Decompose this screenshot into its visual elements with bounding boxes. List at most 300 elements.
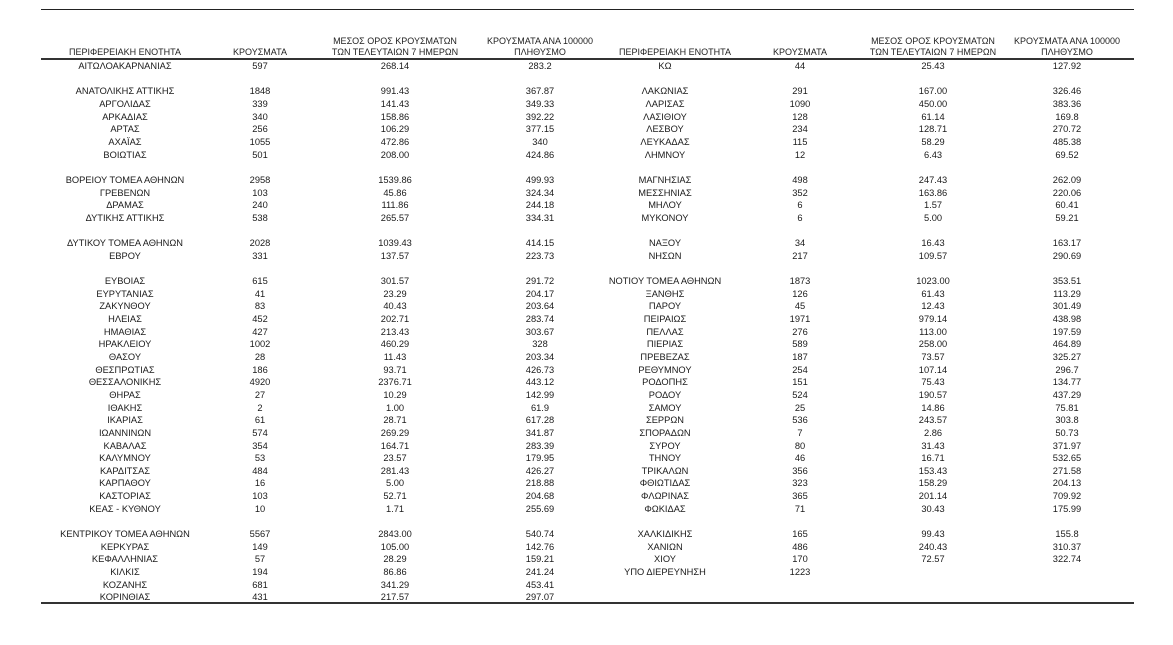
left-row-avg7: 472.86 xyxy=(380,136,410,147)
right-header-region: ΠΕΡΙΦΕΡΕΙΑΚΗ ΕΝΟΤΗΤΑ xyxy=(618,47,732,57)
right-row-region: ΠΡΕΒΕΖΑΣ xyxy=(640,351,690,362)
right-row-region: ΦΛΩΡΙΝΑΣ xyxy=(640,491,690,502)
left-row-avg7: 106.29 xyxy=(380,124,410,135)
left-row-cases: 1848 xyxy=(249,86,271,97)
left-row-per100k: 334.31 xyxy=(525,212,555,223)
right-row-avg7: 2.86 xyxy=(923,427,943,438)
right-row-avg7: 167.00 xyxy=(918,86,948,97)
right-header-avg7-line2: ΤΩΝ ΤΕΛΕΥΤΑΙΩΝ 7 ΗΜΕΡΩΝ xyxy=(869,47,997,57)
left-row-region: ΚΑΒΑΛΑΣ xyxy=(103,440,147,451)
right-row-cases: 365 xyxy=(792,491,808,502)
right-row-region: ΡΟΔΟΠΗΣ xyxy=(642,377,688,388)
left-row-avg7: 1.00 xyxy=(385,402,405,413)
right-row-per100k: 709.92 xyxy=(1052,491,1082,502)
right-row-cases: 71 xyxy=(794,503,806,514)
left-row-avg7: 45.86 xyxy=(383,187,407,198)
right-row-per100k: 75.81 xyxy=(1055,402,1079,413)
right-row-per100k: 322.74 xyxy=(1052,554,1082,565)
left-row-region: ΗΛΕΙΑΣ xyxy=(108,314,142,324)
left-row-avg7: 1.71 xyxy=(385,503,405,514)
left-row-cases: 2958 xyxy=(249,174,271,185)
left-row-per100k: 424.86 xyxy=(525,149,555,160)
left-row-region: ΑΙΤΩΛΟΑΚΑΡΝΑΝΙΑΣ xyxy=(78,61,172,71)
right-row-cases: 165 xyxy=(792,529,808,540)
right-row-cases: 46 xyxy=(794,453,806,464)
left-row-per100k: 426.73 xyxy=(525,364,555,375)
left-row-avg7: 2843.00 xyxy=(378,529,412,540)
right-row-region: ΛΑΚΩΝΙΑΣ xyxy=(641,86,689,97)
right-row-per100k: 155.8 xyxy=(1055,529,1079,540)
left-row-per100k: 328 xyxy=(532,339,548,350)
left-row-per100k: 204.68 xyxy=(525,491,555,502)
right-row-region: ΝΑΞΟΥ xyxy=(648,238,682,249)
left-header-per100k-line1: ΚΡΟΥΣΜΑΤΑ ΑΝΑ 100000 xyxy=(487,36,593,46)
left-row-avg7: 23.29 xyxy=(383,288,407,299)
left-row-cases: 501 xyxy=(252,149,268,160)
right-row-per100k: 169.8 xyxy=(1055,111,1079,122)
right-row-cases: 291 xyxy=(792,86,808,97)
left-row-cases: 41 xyxy=(254,288,266,299)
left-row-per100k: 223.73 xyxy=(525,250,555,261)
left-row-cases: 103 xyxy=(252,187,268,198)
left-row-region: ΘΗΡΑΣ xyxy=(109,389,141,400)
right-row-avg7: 25.43 xyxy=(921,61,945,71)
left-row-per100k: 291.72 xyxy=(525,276,555,287)
left-row-region: ΗΜΑΘΙΑΣ xyxy=(103,326,147,337)
right-header-avg7-line1: ΜΕΣΟΣ ΟΡΟΣ ΚΡΟΥΣΜΑΤΩΝ xyxy=(871,36,995,46)
left-row-avg7: 341.29 xyxy=(380,579,410,590)
right-row-region: ΛΗΜΝΟΥ xyxy=(644,149,686,160)
right-row-avg7: 16.43 xyxy=(921,238,945,249)
right-row-avg7: 31.43 xyxy=(921,440,945,451)
right-row-per100k: 464.89 xyxy=(1052,339,1082,350)
left-row-region: ΚΕΑΣ - ΚΥΘΝΟΥ xyxy=(89,503,161,514)
right-row-region: ΚΩ xyxy=(658,61,672,71)
right-row-per100k: 113.29 xyxy=(1053,288,1081,299)
left-header-cases: ΚΡΟΥΣΜΑΤΑ xyxy=(233,47,287,57)
left-row-region: ΗΡΑΚΛΕΙΟΥ xyxy=(98,339,152,350)
left-row-avg7: 213.43 xyxy=(380,326,410,337)
right-row-avg7: 240.43 xyxy=(918,541,948,552)
left-row-region: ΕΒΡΟΥ xyxy=(109,250,141,261)
right-row-avg7: 12.43 xyxy=(921,301,945,312)
left-row-cases: 16 xyxy=(254,478,266,489)
left-row-region: ΑΝΑΤΟΛΙΚΗΣ ΑΤΤΙΚΗΣ xyxy=(75,86,175,97)
left-row-per100k: 297.07 xyxy=(525,592,555,603)
right-row-cases: 151 xyxy=(792,377,808,388)
right-row-cases: 80 xyxy=(794,440,806,451)
right-row-cases: 187 xyxy=(792,351,808,362)
right-row-avg7: 190.57 xyxy=(918,389,948,400)
right-header-cases: ΚΡΟΥΣΜΑΤΑ xyxy=(773,47,827,57)
right-row-per100k: 59.21 xyxy=(1055,212,1079,223)
right-row-region: ΛΑΣΙΘΙΟΥ xyxy=(643,111,687,122)
right-row-region: ΤΗΝΟΥ xyxy=(648,453,682,464)
left-row-avg7: 5.00 xyxy=(385,478,405,489)
left-row-cases: 2 xyxy=(257,402,263,413)
left-row-per100k: 283.39 xyxy=(525,440,555,451)
right-row-cases: 170 xyxy=(792,554,808,565)
right-row-per100k: 220.06 xyxy=(1052,187,1082,198)
right-row-cases: 45 xyxy=(794,301,806,312)
right-row-region: ΠΙΕΡΙΑΣ xyxy=(646,339,684,350)
left-row-avg7: 52.71 xyxy=(383,491,407,502)
left-row-per100k: 255.69 xyxy=(525,503,555,514)
left-row-avg7: 23.57 xyxy=(383,453,407,464)
left-row-per100k: 453.41 xyxy=(525,579,555,590)
right-row-cases: 352 xyxy=(792,187,808,198)
right-row-region: ΜΥΚΟΝΟΥ xyxy=(641,212,689,223)
right-row-region: ΡΕΘΥΜΝΟΥ xyxy=(638,364,692,375)
left-row-per100k: 349.33 xyxy=(525,98,555,109)
left-header-region: ΠΕΡΙΦΕΡΕΙΑΚΗ ΕΝΟΤΗΤΑ xyxy=(68,47,182,57)
right-row-region: ΡΟΔΟΥ xyxy=(648,389,682,400)
left-row-avg7: 141.43 xyxy=(380,98,410,109)
left-row-region: ΚΙΛΚΙΣ xyxy=(110,567,140,577)
left-row-per100k: 443.12 xyxy=(525,377,555,388)
left-row-per100k: 426.27 xyxy=(525,465,555,476)
left-row-cases: 61 xyxy=(254,415,266,426)
left-row-avg7: 86.86 xyxy=(383,567,407,577)
left-row-region: ΘΑΣΟΥ xyxy=(108,351,142,362)
right-row-per100k: 485.38 xyxy=(1052,136,1082,147)
left-row-region: ΘΕΣΠΡΩΤΙΑΣ xyxy=(95,364,155,375)
left-row-cases: 194 xyxy=(252,567,268,577)
left-row-per100k: 142.99 xyxy=(525,389,555,400)
left-row-avg7: 202.71 xyxy=(380,314,410,324)
left-row-avg7: 10.29 xyxy=(383,389,407,400)
right-row-avg7: 158.29 xyxy=(918,478,948,489)
left-row-per100k: 540.74 xyxy=(525,529,555,540)
left-row-cases: 28 xyxy=(254,351,266,362)
right-row-cases: 217 xyxy=(792,250,808,261)
right-row-region: ΦΩΚΙΔΑΣ xyxy=(644,503,686,514)
left-row-region: ΑΡΤΑΣ xyxy=(110,124,140,135)
left-row-cases: 681 xyxy=(252,579,268,590)
right-row-avg7: 1023.00 xyxy=(916,276,950,287)
right-row-cases: 486 xyxy=(792,541,808,552)
left-row-region: ΚΑΡΠΑΘΟΥ xyxy=(99,478,151,489)
right-row-cases: 126 xyxy=(792,288,808,299)
right-row-region: ΣΑΜΟΥ xyxy=(648,402,682,413)
left-row-cases: 149 xyxy=(252,541,268,552)
right-row-per100k: 353.51 xyxy=(1052,276,1082,287)
right-row-per100k: 371.97 xyxy=(1052,440,1082,451)
left-row-per100k: 61.9 xyxy=(530,402,550,413)
right-row-region: ΜΕΣΣΗΝΙΑΣ xyxy=(638,187,692,198)
left-row-cases: 615 xyxy=(252,276,268,287)
left-row-region: ΔΥΤΙΚΟΥ ΤΟΜΕΑ ΑΘΗΝΩΝ xyxy=(66,238,184,249)
right-row-cases: 1971 xyxy=(789,314,811,324)
right-row-region: ΛΕΣΒΟΥ xyxy=(646,124,684,135)
right-header-per100k xyxy=(987,36,1147,58)
right-row-per100k: 325.27 xyxy=(1052,351,1082,362)
right-row-avg7: 61.14 xyxy=(921,111,945,122)
right-row-region: ΠΕΛΛΑΣ xyxy=(646,326,684,337)
right-row-region: ΠΕΙΡΑΙΩΣ xyxy=(643,314,687,324)
left-row-cases: 5567 xyxy=(249,529,271,540)
left-row-avg7: 208.00 xyxy=(380,149,410,160)
right-row-avg7: 14.86 xyxy=(921,402,945,413)
left-row-cases: 103 xyxy=(252,491,268,502)
left-row-avg7: 991.43 xyxy=(380,86,410,97)
right-row-per100k: 127.92 xyxy=(1052,61,1082,71)
left-row-region: ΒΟΙΩΤΙΑΣ xyxy=(103,149,147,160)
left-row-region: ΚΑΛΥΜΝΟΥ xyxy=(99,453,151,464)
left-row-per100k: 340 xyxy=(532,136,548,147)
left-row-cases: 452 xyxy=(252,314,268,324)
left-row-avg7: 1539.86 xyxy=(378,174,412,185)
right-row-cases: 254 xyxy=(792,364,808,375)
left-row-region: ΘΕΣΣΑΛΟΝΙΚΗΣ xyxy=(88,377,162,388)
right-header-per100k-line2: ΠΛΗΘΥΣΜΟ xyxy=(1041,47,1093,57)
left-row-region: ΔΡΑΜΑΣ xyxy=(106,200,144,211)
right-row-avg7: 72.57 xyxy=(921,554,945,565)
left-row-avg7: 93.71 xyxy=(383,364,407,375)
right-row-region: ΤΡΙΚΑΛΩΝ xyxy=(641,465,689,476)
right-row-per100k: 204.13 xyxy=(1052,478,1082,489)
left-row-cases: 186 xyxy=(252,364,268,375)
right-row-per100k: 303.8 xyxy=(1055,415,1079,426)
right-row-per100k: 175.99 xyxy=(1052,503,1082,514)
left-row-region: ΕΥΒΟΙΑΣ xyxy=(104,276,146,287)
right-row-per100k: 60.41 xyxy=(1055,200,1079,211)
left-row-per100k: 367.87 xyxy=(525,86,555,97)
left-row-cases: 256 xyxy=(252,124,268,135)
right-row-cases: 1223 xyxy=(789,567,811,577)
right-row-region: ΠΑΡΟΥ xyxy=(648,301,682,312)
left-row-per100k: 414.15 xyxy=(525,238,555,249)
right-row-region: ΧΑΛΚΙΔΙΚΗΣ xyxy=(637,529,693,540)
left-row-cases: 538 xyxy=(252,212,268,223)
left-row-region: ΑΡΓΟΛΙΔΑΣ xyxy=(99,98,151,109)
right-row-cases: 323 xyxy=(792,478,808,489)
left-row-cases: 4920 xyxy=(249,377,271,388)
left-row-cases: 2028 xyxy=(249,238,271,249)
right-row-region: ΜΗΛΟΥ xyxy=(648,200,682,211)
right-row-per100k: 326.46 xyxy=(1052,86,1082,97)
left-row-per100k: 218.88 xyxy=(525,478,555,489)
left-header-per100k-line2: ΠΛΗΘΥΣΜΟ xyxy=(514,47,566,57)
left-row-cases: 1055 xyxy=(249,136,271,147)
right-row-avg7: 61.43 xyxy=(921,288,945,299)
left-row-avg7: 164.71 xyxy=(380,440,410,451)
right-row-cases: 1873 xyxy=(789,276,811,287)
right-row-cases: 44 xyxy=(794,61,806,71)
left-row-region: ΙΘΑΚΗΣ xyxy=(107,402,143,413)
right-row-avg7: 58.29 xyxy=(921,136,945,147)
right-row-region: ΝΗΣΩΝ xyxy=(648,250,682,261)
right-row-region: ΧΑΝΙΩΝ xyxy=(647,541,683,552)
right-row-cases: 128 xyxy=(792,111,808,122)
left-row-cases: 484 xyxy=(252,465,268,476)
left-row-cases: 10 xyxy=(254,503,266,514)
left-row-cases: 240 xyxy=(252,200,268,211)
right-row-per100k: 290.69 xyxy=(1052,250,1082,261)
right-row-per100k: 437.29 xyxy=(1052,389,1082,400)
left-row-per100k: 303.67 xyxy=(525,326,555,337)
left-header-avg7-line2: ΤΩΝ ΤΕΛΕΥΤΑΙΩΝ 7 ΗΜΕΡΩΝ xyxy=(331,47,459,57)
right-row-per100k: 69.52 xyxy=(1055,149,1079,160)
left-row-per100k: 392.22 xyxy=(525,111,555,122)
left-row-per100k: 283.2 xyxy=(528,61,552,71)
left-row-avg7: 158.86 xyxy=(380,111,410,122)
left-row-avg7: 265.57 xyxy=(380,212,410,223)
right-row-per100k: 310.37 xyxy=(1052,541,1082,552)
right-row-per100k: 301.49 xyxy=(1052,301,1082,312)
left-row-per100k: 617.28 xyxy=(525,415,555,426)
left-row-per100k: 204.17 xyxy=(525,288,555,299)
right-row-avg7: 258.00 xyxy=(918,339,948,350)
right-row-cases: 276 xyxy=(792,326,808,337)
right-row-per100k: 197.59 xyxy=(1052,326,1082,337)
right-row-cases: 12 xyxy=(794,149,806,160)
right-row-per100k: 270.72 xyxy=(1052,124,1082,135)
left-row-cases: 431 xyxy=(252,592,268,603)
left-row-region: ΑΡΚΑΔΙΑΣ xyxy=(102,111,148,122)
right-row-avg7: 243.57 xyxy=(918,415,948,426)
left-row-avg7: 1039.43 xyxy=(378,238,412,249)
left-header-avg7 xyxy=(320,36,470,58)
right-row-avg7: 201.14 xyxy=(918,491,948,502)
left-row-per100k: 142.76 xyxy=(525,541,555,552)
left-row-avg7: 11.43 xyxy=(383,351,407,362)
left-row-avg7: 301.57 xyxy=(380,276,410,287)
right-row-region: ΞΑΝΘΗΣ xyxy=(645,288,685,299)
right-row-cases: 1090 xyxy=(789,98,811,109)
right-row-avg7: 6.43 xyxy=(923,149,943,160)
right-row-avg7: 128.71 xyxy=(918,124,948,135)
right-row-region: ΛΑΡΙΣΑΣ xyxy=(645,98,685,109)
right-row-cases: 498 xyxy=(792,174,808,185)
left-row-avg7: 105.00 xyxy=(380,541,410,552)
right-row-region: ΧΙΟΥ xyxy=(654,554,676,565)
right-row-avg7: 247.43 xyxy=(918,174,948,185)
left-row-region: ΚΟΖΑΝΗΣ xyxy=(102,579,148,590)
left-row-avg7: 28.71 xyxy=(383,415,407,426)
left-row-per100k: 244.18 xyxy=(525,200,555,211)
right-header-per100k-line1: ΚΡΟΥΣΜΑΤΑ ΑΝΑ 100000 xyxy=(1014,36,1120,46)
right-row-cases: 356 xyxy=(792,465,808,476)
right-row-avg7: 107.14 xyxy=(918,364,948,375)
right-row-avg7: 75.43 xyxy=(921,377,945,388)
left-row-avg7: 40.43 xyxy=(383,301,407,312)
left-row-avg7: 269.29 xyxy=(380,427,410,438)
right-row-per100k: 438.98 xyxy=(1052,314,1082,324)
left-row-cases: 27 xyxy=(254,389,266,400)
right-row-cases: 6 xyxy=(797,200,803,211)
right-row-cases: 7 xyxy=(797,427,803,438)
left-header-avg7-line1: ΜΕΣΟΣ ΟΡΟΣ ΚΡΟΥΣΜΑΤΩΝ xyxy=(333,36,457,46)
right-row-avg7: 163.86 xyxy=(918,187,948,198)
right-row-avg7: 73.57 xyxy=(921,351,945,362)
left-row-region: ΚΕΝΤΡΙΚΟΥ ΤΟΜΕΑ ΑΘΗΝΩΝ xyxy=(60,529,190,540)
left-row-region: ΓΡΕΒΕΝΩΝ xyxy=(99,187,151,198)
left-row-per100k: 159.21 xyxy=(525,554,555,565)
left-row-avg7: 137.57 xyxy=(380,250,410,261)
left-row-region: ΔΥΤΙΚΗΣ ΑΤΤΙΚΗΣ xyxy=(85,212,165,223)
left-row-cases: 1002 xyxy=(249,339,271,350)
left-row-cases: 339 xyxy=(252,98,268,109)
left-row-cases: 597 xyxy=(252,61,268,71)
left-row-per100k: 324.34 xyxy=(525,187,555,198)
left-row-cases: 354 xyxy=(252,440,268,451)
right-row-avg7: 979.14 xyxy=(918,314,948,324)
left-row-region: ΚΑΣΤΟΡΙΑΣ xyxy=(99,491,151,502)
left-row-cases: 574 xyxy=(252,427,268,438)
right-row-avg7: 99.43 xyxy=(921,529,945,540)
right-row-avg7: 113.00 xyxy=(919,326,947,337)
left-row-region: ΖΑΚΥΝΘΟΥ xyxy=(99,301,151,312)
right-row-cases: 536 xyxy=(792,415,808,426)
left-row-region: ΚΕΦΑΛΛΗΝΙΑΣ xyxy=(91,554,159,565)
left-row-avg7: 111.86 xyxy=(381,200,409,211)
right-row-per100k: 296.7 xyxy=(1055,364,1079,375)
left-row-region: ΒΟΡΕΙΟΥ ΤΟΜΕΑ ΑΘΗΝΩΝ xyxy=(65,174,185,185)
left-row-avg7: 460.29 xyxy=(380,339,410,350)
left-row-per100k: 203.34 xyxy=(525,351,555,362)
left-row-per100k: 179.95 xyxy=(525,453,555,464)
left-row-avg7: 217.57 xyxy=(380,592,410,603)
left-row-avg7: 281.43 xyxy=(380,465,410,476)
right-row-per100k: 50.73 xyxy=(1055,427,1079,438)
left-row-region: ΚΟΡΙΝΘΙΑΣ xyxy=(99,592,151,603)
right-row-avg7: 5.00 xyxy=(923,212,943,223)
right-row-cases: 234 xyxy=(792,124,808,135)
right-header-avg7 xyxy=(858,36,1008,58)
right-row-avg7: 450.00 xyxy=(918,98,948,109)
left-row-avg7: 28.29 xyxy=(383,554,407,565)
right-row-cases: 25 xyxy=(794,402,806,413)
right-row-per100k: 134.77 xyxy=(1052,377,1082,388)
right-row-cases: 524 xyxy=(792,389,808,400)
right-row-region: ΥΠΟ ΔΙΕΡΕΥΝΗΣΗ xyxy=(624,567,706,577)
right-row-region: ΛΕΥΚΑΔΑΣ xyxy=(640,136,690,147)
left-row-cases: 427 xyxy=(252,326,268,337)
left-row-region: ΑΧΑΪΑΣ xyxy=(108,136,142,147)
right-row-per100k: 271.58 xyxy=(1052,465,1082,476)
right-row-per100k: 383.36 xyxy=(1052,98,1082,109)
table-top-rule xyxy=(41,9,1134,10)
right-row-per100k: 532.65 xyxy=(1052,453,1082,464)
right-row-region: ΣΕΡΡΩΝ xyxy=(645,415,684,426)
left-row-region: ΙΩΑΝΝΙΝΩΝ xyxy=(98,427,152,438)
right-row-region: ΣΠΟΡΑΔΩΝ xyxy=(639,427,691,438)
left-row-cases: 53 xyxy=(254,453,266,464)
right-row-per100k: 163.17 xyxy=(1052,238,1082,249)
left-row-region: ΚΕΡΚΥΡΑΣ xyxy=(100,541,150,552)
left-row-per100k: 499.93 xyxy=(525,174,555,185)
left-row-per100k: 283.74 xyxy=(525,314,555,324)
left-row-region: ΙΚΑΡΙΑΣ xyxy=(107,415,143,426)
right-row-per100k: 262.09 xyxy=(1052,174,1082,185)
left-row-avg7: 2376.71 xyxy=(378,377,412,388)
right-row-cases: 6 xyxy=(797,212,803,223)
right-row-region: ΣΥΡΟΥ xyxy=(649,440,681,451)
right-row-cases: 589 xyxy=(792,339,808,350)
left-row-region: ΕΥΡΥΤΑΝΙΑΣ xyxy=(96,288,154,299)
right-row-avg7: 30.43 xyxy=(921,503,945,514)
right-row-avg7: 109.57 xyxy=(918,250,948,261)
right-row-avg7: 16.71 xyxy=(921,453,945,464)
left-row-per100k: 203.64 xyxy=(525,301,555,312)
left-row-per100k: 377.15 xyxy=(525,124,555,135)
left-row-cases: 340 xyxy=(252,111,268,122)
left-row-cases: 83 xyxy=(254,301,266,312)
left-row-avg7: 268.14 xyxy=(380,61,410,71)
right-row-region: ΦΘΙΩΤΙΔΑΣ xyxy=(639,478,691,489)
left-row-per100k: 341.87 xyxy=(525,427,555,438)
